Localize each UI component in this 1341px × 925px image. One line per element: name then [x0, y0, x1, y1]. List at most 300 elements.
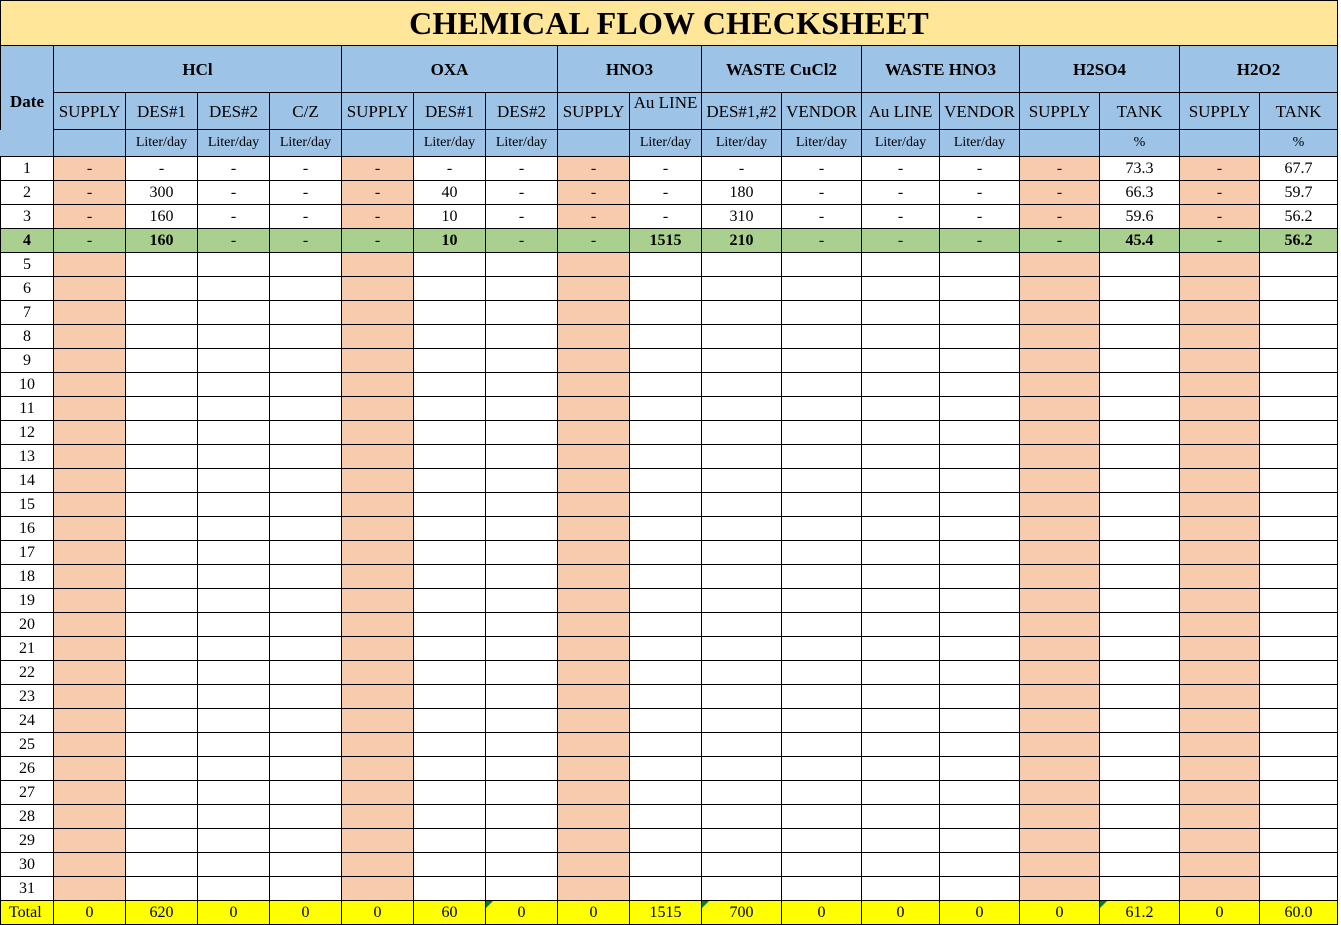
- data-cell[interactable]: [270, 253, 342, 277]
- data-cell[interactable]: [1260, 877, 1338, 901]
- data-cell[interactable]: -: [198, 157, 270, 181]
- data-cell[interactable]: [782, 349, 862, 373]
- data-cell[interactable]: [1180, 325, 1260, 349]
- data-cell[interactable]: [126, 613, 198, 637]
- data-cell[interactable]: [54, 829, 126, 853]
- data-cell[interactable]: 73.3: [1100, 157, 1180, 181]
- data-cell[interactable]: -: [940, 181, 1020, 205]
- data-cell[interactable]: -: [1180, 229, 1260, 253]
- data-cell[interactable]: [126, 589, 198, 613]
- data-cell[interactable]: [940, 757, 1020, 781]
- data-cell[interactable]: 10: [414, 205, 486, 229]
- data-cell[interactable]: [940, 829, 1020, 853]
- data-cell[interactable]: [630, 373, 702, 397]
- data-cell[interactable]: [630, 589, 702, 613]
- data-cell[interactable]: [198, 301, 270, 325]
- data-cell[interactable]: [54, 325, 126, 349]
- data-cell[interactable]: [1020, 757, 1100, 781]
- data-cell[interactable]: [630, 613, 702, 637]
- data-cell[interactable]: -: [940, 229, 1020, 253]
- data-cell[interactable]: [1020, 469, 1100, 493]
- data-cell[interactable]: [630, 805, 702, 829]
- data-cell[interactable]: [782, 397, 862, 421]
- data-cell[interactable]: [940, 397, 1020, 421]
- data-cell[interactable]: [342, 541, 414, 565]
- data-cell[interactable]: [126, 829, 198, 853]
- data-cell[interactable]: -: [630, 205, 702, 229]
- data-cell[interactable]: [702, 349, 782, 373]
- data-cell[interactable]: -: [486, 157, 558, 181]
- data-cell[interactable]: 56.2: [1260, 229, 1338, 253]
- data-cell[interactable]: [54, 421, 126, 445]
- data-cell[interactable]: [342, 781, 414, 805]
- data-cell[interactable]: [198, 637, 270, 661]
- data-cell[interactable]: [54, 541, 126, 565]
- data-cell[interactable]: [54, 637, 126, 661]
- data-cell[interactable]: [702, 589, 782, 613]
- data-cell[interactable]: [862, 349, 940, 373]
- data-cell[interactable]: [862, 685, 940, 709]
- data-cell[interactable]: [198, 757, 270, 781]
- data-cell[interactable]: [486, 829, 558, 853]
- data-cell[interactable]: -: [782, 181, 862, 205]
- data-cell[interactable]: [702, 493, 782, 517]
- data-cell[interactable]: [1180, 277, 1260, 301]
- data-cell[interactable]: [1100, 301, 1180, 325]
- data-cell[interactable]: [198, 373, 270, 397]
- data-cell[interactable]: [558, 277, 630, 301]
- data-cell[interactable]: [342, 733, 414, 757]
- data-cell[interactable]: [630, 757, 702, 781]
- data-cell[interactable]: [1020, 565, 1100, 589]
- data-cell[interactable]: [1100, 349, 1180, 373]
- data-cell[interactable]: [54, 565, 126, 589]
- data-cell[interactable]: [54, 757, 126, 781]
- data-cell[interactable]: [940, 805, 1020, 829]
- data-cell[interactable]: [702, 661, 782, 685]
- data-cell[interactable]: [1180, 685, 1260, 709]
- data-cell[interactable]: [126, 517, 198, 541]
- data-cell[interactable]: [940, 589, 1020, 613]
- data-cell[interactable]: [782, 517, 862, 541]
- data-cell[interactable]: [630, 877, 702, 901]
- data-cell[interactable]: [198, 253, 270, 277]
- data-cell[interactable]: [486, 637, 558, 661]
- data-cell[interactable]: [702, 781, 782, 805]
- data-cell[interactable]: [862, 733, 940, 757]
- data-cell[interactable]: [630, 301, 702, 325]
- data-cell[interactable]: [1100, 877, 1180, 901]
- data-cell[interactable]: [126, 637, 198, 661]
- data-cell[interactable]: [1100, 541, 1180, 565]
- data-cell[interactable]: [414, 853, 486, 877]
- data-cell[interactable]: [1260, 757, 1338, 781]
- data-cell[interactable]: [486, 613, 558, 637]
- data-cell[interactable]: [414, 445, 486, 469]
- data-cell[interactable]: [1100, 685, 1180, 709]
- data-cell[interactable]: [1100, 325, 1180, 349]
- data-cell[interactable]: [1180, 469, 1260, 493]
- data-cell[interactable]: [630, 445, 702, 469]
- data-cell[interactable]: [1100, 829, 1180, 853]
- data-cell[interactable]: -: [54, 205, 126, 229]
- data-cell[interactable]: [126, 397, 198, 421]
- data-cell[interactable]: [782, 685, 862, 709]
- data-cell[interactable]: [414, 589, 486, 613]
- data-cell[interactable]: -: [270, 157, 342, 181]
- data-cell[interactable]: [414, 613, 486, 637]
- data-cell[interactable]: [54, 277, 126, 301]
- data-cell[interactable]: [54, 613, 126, 637]
- data-cell[interactable]: [414, 709, 486, 733]
- data-cell[interactable]: [1260, 373, 1338, 397]
- data-cell[interactable]: [782, 565, 862, 589]
- data-cell[interactable]: [702, 757, 782, 781]
- data-cell[interactable]: [1020, 517, 1100, 541]
- data-cell[interactable]: [1180, 397, 1260, 421]
- data-cell[interactable]: -: [486, 181, 558, 205]
- data-cell[interactable]: [940, 637, 1020, 661]
- data-cell[interactable]: [270, 421, 342, 445]
- data-cell[interactable]: [862, 493, 940, 517]
- data-cell[interactable]: [414, 733, 486, 757]
- data-cell[interactable]: [126, 805, 198, 829]
- data-cell[interactable]: [782, 877, 862, 901]
- data-cell[interactable]: [270, 565, 342, 589]
- data-cell[interactable]: [862, 613, 940, 637]
- data-cell[interactable]: [558, 733, 630, 757]
- data-cell[interactable]: -: [1180, 181, 1260, 205]
- data-cell[interactable]: [862, 253, 940, 277]
- data-cell[interactable]: [782, 853, 862, 877]
- data-cell[interactable]: [1100, 445, 1180, 469]
- data-cell[interactable]: -: [1020, 205, 1100, 229]
- data-cell[interactable]: [198, 565, 270, 589]
- data-cell[interactable]: [270, 541, 342, 565]
- data-cell[interactable]: [782, 469, 862, 493]
- data-cell[interactable]: [270, 877, 342, 901]
- data-cell[interactable]: [862, 565, 940, 589]
- data-cell[interactable]: [1260, 253, 1338, 277]
- data-cell[interactable]: [630, 349, 702, 373]
- data-cell[interactable]: [342, 397, 414, 421]
- data-cell[interactable]: [342, 589, 414, 613]
- data-cell[interactable]: [198, 325, 270, 349]
- data-cell[interactable]: [1260, 517, 1338, 541]
- data-cell[interactable]: [1260, 277, 1338, 301]
- data-cell[interactable]: [486, 757, 558, 781]
- data-cell[interactable]: [270, 469, 342, 493]
- data-cell[interactable]: [630, 637, 702, 661]
- data-cell[interactable]: [940, 301, 1020, 325]
- data-cell[interactable]: [54, 253, 126, 277]
- data-cell[interactable]: [1260, 613, 1338, 637]
- data-cell[interactable]: [342, 829, 414, 853]
- data-cell[interactable]: [414, 301, 486, 325]
- data-cell[interactable]: [862, 421, 940, 445]
- data-cell[interactable]: -: [1020, 181, 1100, 205]
- data-cell[interactable]: [702, 469, 782, 493]
- data-cell[interactable]: [630, 517, 702, 541]
- data-cell[interactable]: [1260, 589, 1338, 613]
- data-cell[interactable]: [198, 733, 270, 757]
- data-cell[interactable]: [342, 517, 414, 541]
- data-cell[interactable]: 210: [702, 229, 782, 253]
- data-cell[interactable]: [1260, 829, 1338, 853]
- data-cell[interactable]: -: [1180, 205, 1260, 229]
- data-cell[interactable]: [414, 253, 486, 277]
- data-cell[interactable]: -: [270, 229, 342, 253]
- data-cell[interactable]: [862, 397, 940, 421]
- data-cell[interactable]: [270, 301, 342, 325]
- data-cell[interactable]: [1020, 853, 1100, 877]
- data-cell[interactable]: [558, 325, 630, 349]
- data-cell[interactable]: [702, 373, 782, 397]
- data-cell[interactable]: -: [862, 229, 940, 253]
- data-cell[interactable]: [1020, 253, 1100, 277]
- data-cell[interactable]: [126, 877, 198, 901]
- data-cell[interactable]: [1100, 421, 1180, 445]
- data-cell[interactable]: [630, 325, 702, 349]
- data-cell[interactable]: [270, 637, 342, 661]
- data-cell[interactable]: [414, 805, 486, 829]
- data-cell[interactable]: [270, 781, 342, 805]
- data-cell[interactable]: [54, 445, 126, 469]
- data-cell[interactable]: [862, 541, 940, 565]
- data-cell[interactable]: [1020, 349, 1100, 373]
- data-cell[interactable]: [630, 685, 702, 709]
- data-cell[interactable]: -: [1020, 229, 1100, 253]
- data-cell[interactable]: -: [414, 157, 486, 181]
- data-cell[interactable]: [558, 589, 630, 613]
- data-cell[interactable]: [1100, 253, 1180, 277]
- data-cell[interactable]: [486, 541, 558, 565]
- data-cell[interactable]: [940, 349, 1020, 373]
- data-cell[interactable]: [558, 877, 630, 901]
- data-cell[interactable]: [54, 397, 126, 421]
- data-cell[interactable]: [1180, 637, 1260, 661]
- data-cell[interactable]: [270, 517, 342, 541]
- data-cell[interactable]: -: [862, 205, 940, 229]
- data-cell[interactable]: [1100, 853, 1180, 877]
- data-cell[interactable]: [270, 829, 342, 853]
- data-cell[interactable]: [862, 781, 940, 805]
- data-cell[interactable]: [414, 349, 486, 373]
- data-cell[interactable]: [270, 613, 342, 637]
- data-cell[interactable]: [1100, 661, 1180, 685]
- data-cell[interactable]: [414, 277, 486, 301]
- data-cell[interactable]: [1260, 325, 1338, 349]
- data-cell[interactable]: [486, 853, 558, 877]
- data-cell[interactable]: 56.2: [1260, 205, 1338, 229]
- data-cell[interactable]: 40: [414, 181, 486, 205]
- data-cell[interactable]: [782, 493, 862, 517]
- data-cell[interactable]: [486, 253, 558, 277]
- data-cell[interactable]: 1515: [630, 229, 702, 253]
- data-cell[interactable]: [486, 301, 558, 325]
- data-cell[interactable]: [342, 421, 414, 445]
- data-cell[interactable]: [414, 637, 486, 661]
- data-cell[interactable]: [342, 853, 414, 877]
- data-cell[interactable]: [558, 661, 630, 685]
- data-cell[interactable]: [126, 493, 198, 517]
- data-cell[interactable]: [558, 349, 630, 373]
- data-cell[interactable]: -: [630, 181, 702, 205]
- data-cell[interactable]: [940, 709, 1020, 733]
- data-cell[interactable]: [342, 757, 414, 781]
- data-cell[interactable]: 45.4: [1100, 229, 1180, 253]
- data-cell[interactable]: [558, 541, 630, 565]
- data-cell[interactable]: [940, 493, 1020, 517]
- data-cell[interactable]: -: [558, 205, 630, 229]
- data-cell[interactable]: -: [558, 157, 630, 181]
- data-cell[interactable]: [342, 445, 414, 469]
- data-cell[interactable]: [270, 373, 342, 397]
- data-cell[interactable]: -: [54, 157, 126, 181]
- data-cell[interactable]: 310: [702, 205, 782, 229]
- data-cell[interactable]: [54, 853, 126, 877]
- data-cell[interactable]: -: [940, 205, 1020, 229]
- data-cell[interactable]: [782, 325, 862, 349]
- data-cell[interactable]: [940, 325, 1020, 349]
- data-cell[interactable]: [940, 277, 1020, 301]
- data-cell[interactable]: [558, 709, 630, 733]
- data-cell[interactable]: [702, 637, 782, 661]
- data-cell[interactable]: [126, 733, 198, 757]
- data-cell[interactable]: [702, 613, 782, 637]
- data-cell[interactable]: [342, 469, 414, 493]
- data-cell[interactable]: 160: [126, 205, 198, 229]
- data-cell[interactable]: [1020, 493, 1100, 517]
- data-cell[interactable]: [126, 853, 198, 877]
- data-cell[interactable]: [1100, 733, 1180, 757]
- data-cell[interactable]: [702, 397, 782, 421]
- data-cell[interactable]: [342, 301, 414, 325]
- data-cell[interactable]: [198, 781, 270, 805]
- data-cell[interactable]: [940, 685, 1020, 709]
- data-cell[interactable]: [414, 877, 486, 901]
- data-cell[interactable]: [940, 469, 1020, 493]
- data-cell[interactable]: [414, 661, 486, 685]
- data-cell[interactable]: [702, 829, 782, 853]
- data-cell[interactable]: 67.7: [1260, 157, 1338, 181]
- data-cell[interactable]: [630, 421, 702, 445]
- data-cell[interactable]: -: [1020, 157, 1100, 181]
- data-cell[interactable]: [1020, 301, 1100, 325]
- data-cell[interactable]: [940, 877, 1020, 901]
- data-cell[interactable]: [1100, 565, 1180, 589]
- data-cell[interactable]: [558, 253, 630, 277]
- data-cell[interactable]: [198, 517, 270, 541]
- data-cell[interactable]: [126, 253, 198, 277]
- data-cell[interactable]: [198, 877, 270, 901]
- data-cell[interactable]: [1260, 565, 1338, 589]
- data-cell[interactable]: [1180, 757, 1260, 781]
- data-cell[interactable]: -: [342, 181, 414, 205]
- data-cell[interactable]: [1100, 277, 1180, 301]
- data-cell[interactable]: [126, 277, 198, 301]
- data-cell[interactable]: -: [558, 229, 630, 253]
- data-cell[interactable]: [270, 493, 342, 517]
- data-cell[interactable]: [486, 421, 558, 445]
- data-cell[interactable]: [342, 277, 414, 301]
- data-cell[interactable]: [54, 685, 126, 709]
- data-cell[interactable]: [558, 469, 630, 493]
- data-cell[interactable]: [1260, 469, 1338, 493]
- data-cell[interactable]: [1100, 613, 1180, 637]
- data-cell[interactable]: [1020, 685, 1100, 709]
- data-cell[interactable]: [486, 805, 558, 829]
- data-cell[interactable]: -: [54, 229, 126, 253]
- data-cell[interactable]: [940, 517, 1020, 541]
- data-cell[interactable]: [126, 325, 198, 349]
- data-cell[interactable]: [198, 853, 270, 877]
- data-cell[interactable]: [198, 589, 270, 613]
- data-cell[interactable]: [1260, 301, 1338, 325]
- data-cell[interactable]: [1260, 349, 1338, 373]
- data-cell[interactable]: [1100, 709, 1180, 733]
- data-cell[interactable]: [862, 445, 940, 469]
- data-cell[interactable]: [486, 445, 558, 469]
- data-cell[interactable]: [54, 349, 126, 373]
- data-cell[interactable]: [1100, 469, 1180, 493]
- data-cell[interactable]: 10: [414, 229, 486, 253]
- data-cell[interactable]: [126, 709, 198, 733]
- data-cell[interactable]: [630, 565, 702, 589]
- data-cell[interactable]: 66.3: [1100, 181, 1180, 205]
- data-cell[interactable]: [126, 781, 198, 805]
- data-cell[interactable]: [702, 325, 782, 349]
- data-cell[interactable]: [486, 661, 558, 685]
- data-cell[interactable]: 59.7: [1260, 181, 1338, 205]
- data-cell[interactable]: [1020, 781, 1100, 805]
- data-cell[interactable]: [558, 565, 630, 589]
- data-cell[interactable]: -: [862, 181, 940, 205]
- data-cell[interactable]: [702, 853, 782, 877]
- data-cell[interactable]: [1260, 421, 1338, 445]
- data-cell[interactable]: [1260, 541, 1338, 565]
- data-cell[interactable]: -: [54, 181, 126, 205]
- data-cell[interactable]: [862, 709, 940, 733]
- data-cell[interactable]: [414, 469, 486, 493]
- data-cell[interactable]: [1180, 373, 1260, 397]
- data-cell[interactable]: [1260, 733, 1338, 757]
- data-cell[interactable]: [940, 661, 1020, 685]
- data-cell[interactable]: [1260, 781, 1338, 805]
- data-cell[interactable]: [1020, 397, 1100, 421]
- data-cell[interactable]: [862, 517, 940, 541]
- data-cell[interactable]: [558, 829, 630, 853]
- data-cell[interactable]: [126, 421, 198, 445]
- data-cell[interactable]: [270, 325, 342, 349]
- data-cell[interactable]: [1180, 829, 1260, 853]
- data-cell[interactable]: [126, 757, 198, 781]
- data-cell[interactable]: [1260, 685, 1338, 709]
- data-cell[interactable]: [558, 781, 630, 805]
- data-cell[interactable]: [270, 853, 342, 877]
- data-cell[interactable]: [486, 493, 558, 517]
- data-cell[interactable]: [1100, 757, 1180, 781]
- data-cell[interactable]: [1020, 325, 1100, 349]
- data-cell[interactable]: [198, 829, 270, 853]
- data-cell[interactable]: [414, 373, 486, 397]
- data-cell[interactable]: [54, 661, 126, 685]
- data-cell[interactable]: [414, 517, 486, 541]
- data-cell[interactable]: [558, 493, 630, 517]
- data-cell[interactable]: [486, 565, 558, 589]
- data-cell[interactable]: [782, 829, 862, 853]
- data-cell[interactable]: [558, 805, 630, 829]
